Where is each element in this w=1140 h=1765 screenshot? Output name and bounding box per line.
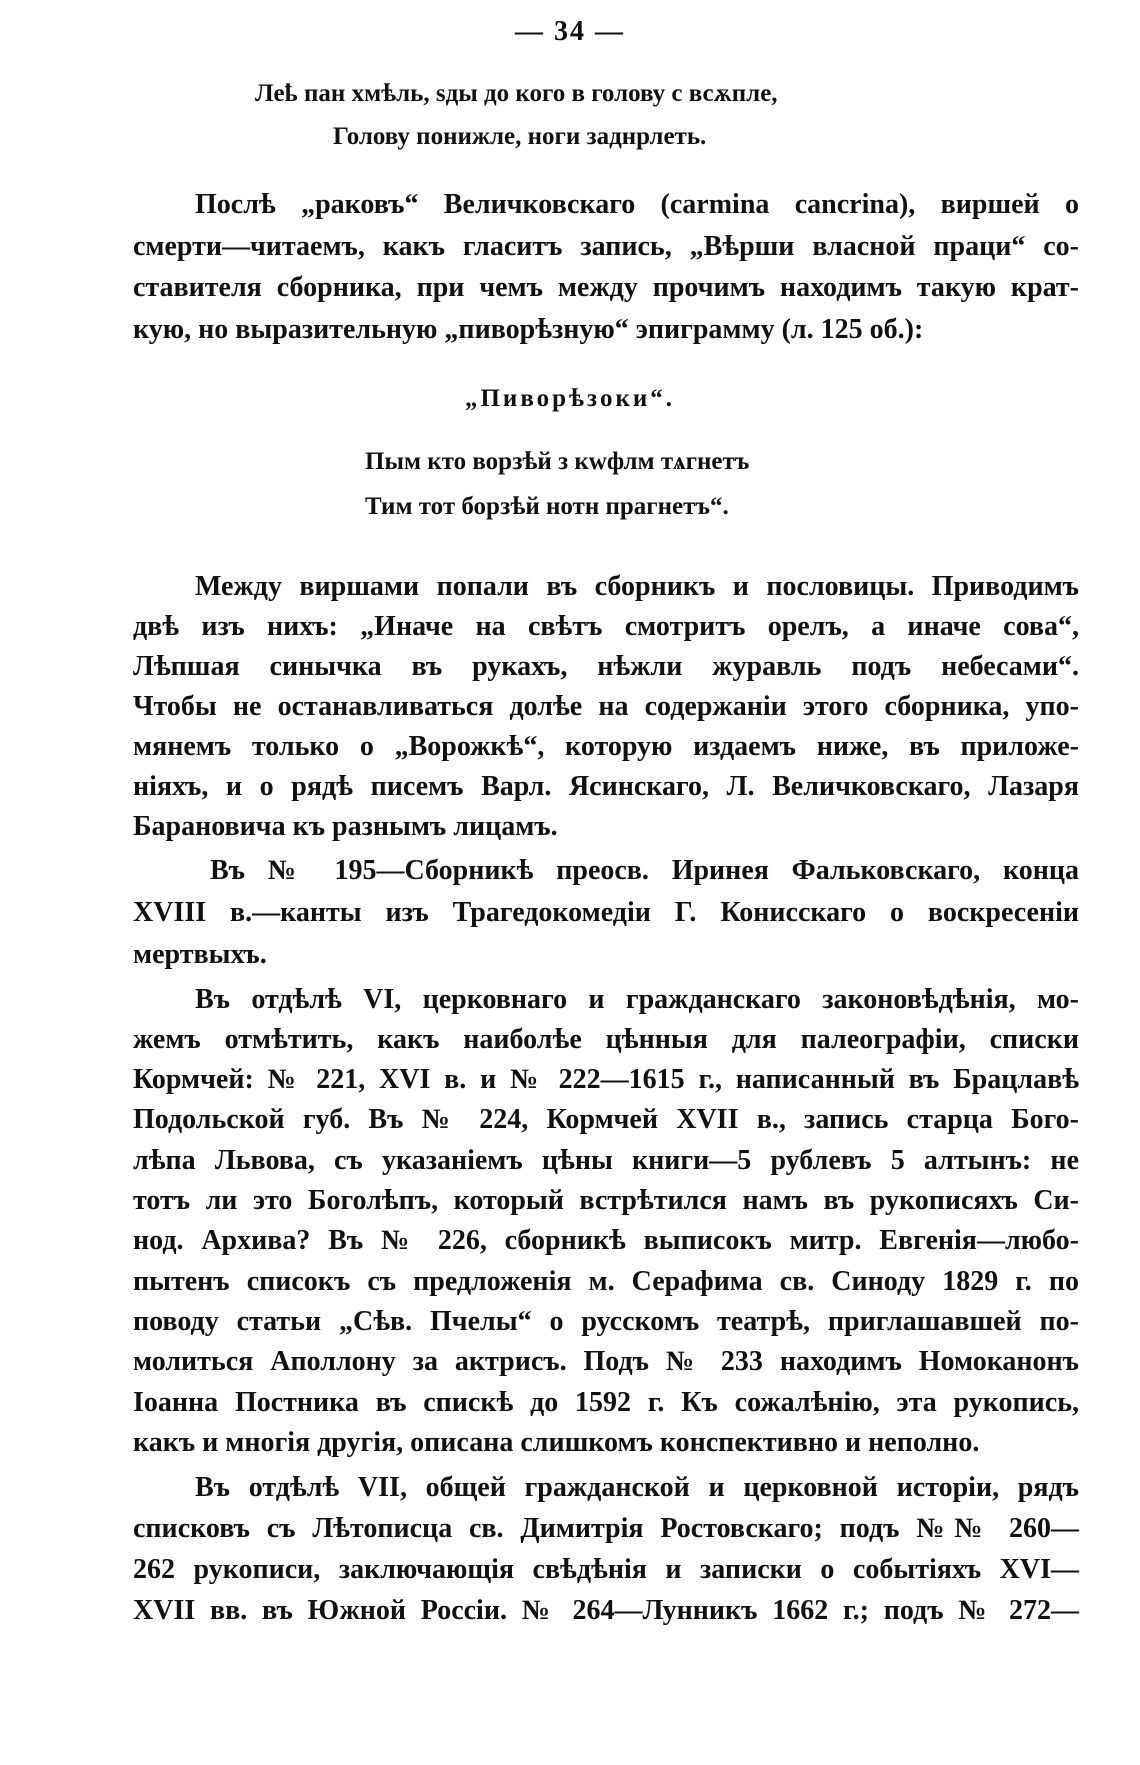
para4-line-6: тотъ ли это Боголѣпъ, который встрѣтился намъ въ рукописяхъ Си-	[133, 1185, 1079, 1216]
para1-line-1: Послѣ „раковъ“ Величковскаго (carmina cancrina), виршей о	[195, 189, 1079, 220]
para4-line-8: пытенъ списокъ съ предложенія м. Серафима св. Синоду 1829 г. по	[133, 1266, 1079, 1297]
para3-line-2: XVIII в.—канты изъ Трагедокомедіи Г. Конисскаго о воскресеніи	[133, 897, 1079, 928]
para5-line-1: Въ отдѣлѣ VII, общей гражданской и церковной исторіи, рядъ	[195, 1472, 1079, 1503]
verse1-line-1: Леҍ пан хмѣль, ѕды до кого в голову с всѫпле,	[255, 80, 778, 107]
para1-line-4: кую, но выразительную „пиворѣзную“ эпиграмму (л. 125 об.):	[133, 314, 924, 345]
para1-line-3: ставителя сборника, при чемъ между прочимъ находимъ такую крат-	[133, 272, 1079, 303]
para4-line-5: лѣпа Львова, съ указаніемъ цѣны книги—5 рублевъ 5 алтынъ: не	[133, 1145, 1079, 1176]
para2-line-2: двѣ изъ нихъ: „Иначе на свѣтъ смотритъ орелъ, а иначе сова“,	[133, 611, 1079, 642]
verse1-line-2: Голову понижле, ноги заднрлеть.	[333, 123, 707, 150]
para5-line-4: XVII вв. въ Южной Россіи. № 264—Лунникъ 1662 г.; подъ № 272—	[133, 1595, 1079, 1626]
para2-line-4: Чтобы не останавливаться долѣе на содержаніи этого сборника, упо-	[133, 691, 1079, 722]
verse2-line-2: Тим тот борзѣй нотн прагнетъ“.	[365, 493, 729, 520]
para4-line-2: жемъ отмѣтить, какъ наиболѣе цѣнныя для палеографіи, списки	[133, 1024, 1079, 1055]
para4-line-10: молиться Аполлону за актрисъ. Подъ № 233 находимъ Номоканонъ	[133, 1346, 1079, 1377]
epigram-title: „Пиворѣзоки“.	[464, 385, 676, 412]
para4-line-1: Въ отдѣлѣ VI, церковнаго и гражданскаго законовѣдѣнія, мо-	[195, 984, 1079, 1015]
para5-line-3: 262 рукописи, заключающія свѣдѣнія и записки о событіяхъ XVI—	[133, 1554, 1079, 1585]
para3-line-3: мертвыхъ.	[133, 939, 267, 970]
para2-line-1: Между виршами попали въ сборникъ и пословицы. Приводимъ	[195, 571, 1079, 602]
para2-line-7: Барановича къ разнымъ лицамъ.	[133, 811, 558, 842]
para4-line-4: Подольской губ. Въ № 224, Кормчей XVII в., запись старца Бого-	[133, 1104, 1079, 1135]
para4-line-9: поводу статьи „Сѣв. Пчелы“ о русскомъ театрѣ, приглашавшей по-	[133, 1306, 1079, 1337]
para4-line-3: Кормчей: № 221, XVI в. и № 222—1615 г., написанный въ Брацлавѣ	[133, 1064, 1079, 1095]
para2-line-5: мянемъ только о „Ворожкѣ“, которую издаемъ ниже, въ приложе-	[133, 731, 1079, 762]
para4-line-7: нод. Архива? Въ № 226, сборникѣ выписокъ митр. Евгенія—любо-	[133, 1225, 1079, 1256]
para5-line-2: списковъ съ Лѣтописца св. Димитрія Ростовскаго; подъ №№ 260—	[133, 1513, 1079, 1544]
para4-line-12: какъ и многія другія, описана слишкомъ конспективно и неполно.	[133, 1427, 980, 1458]
page-number: — 34 —	[515, 16, 625, 47]
para4-line-11: Іоанна Постника въ спискѣ до 1592 г. Къ сожалѣнію, эта рукопись,	[133, 1387, 1079, 1418]
para1-line-2: смерти—читаемъ, какъ гласитъ запись, „Вѣрши власной праци“ со-	[133, 231, 1079, 262]
verse2-line-1: Пым кто ворзѣй з кwфлм тѧгнетъ	[365, 448, 750, 475]
para3-line-1: Въ № 195—Сборникѣ преосв. Иринея Фальковскаго, конца	[210, 855, 1079, 886]
para2-line-6: ніяхъ, и о рядѣ писемъ Варл. Ясинскаго, Л. Величковскаго, Лазаря	[133, 771, 1079, 802]
para2-line-3: Лѣпшая синычка въ рукахъ, нѣжли журавль подъ небесами“.	[133, 651, 1079, 682]
